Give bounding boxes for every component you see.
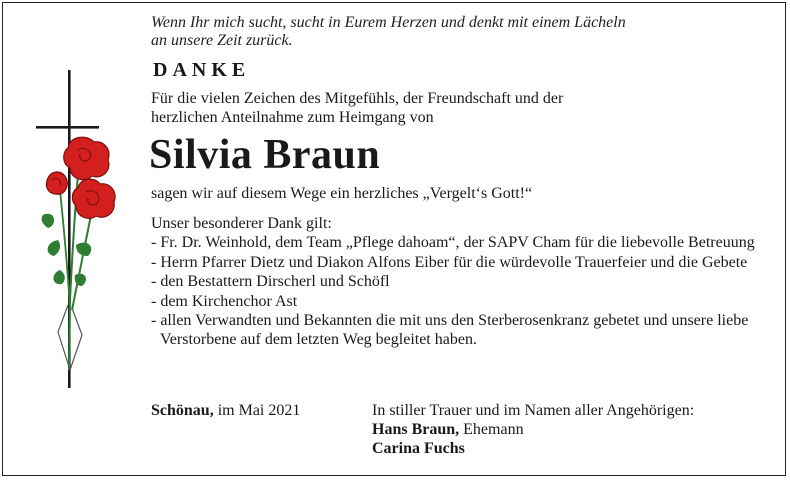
date: im Mai 2021 [217, 402, 301, 419]
thanks-line: sagen wir auf diesem Wege ein herzliches „Vergelt‘s Gott!“ [151, 185, 533, 202]
mourner-entry [372, 439, 694, 458]
heading-danke: DANKE [153, 59, 251, 81]
mourners-block [372, 401, 694, 458]
mourner-relation: Ehemann [463, 421, 524, 438]
cross-icon [36, 70, 99, 388]
mourner-name: Hans Braun, [372, 421, 460, 438]
special-thanks-list [151, 233, 771, 349]
list-item: - den Bestattern Dirscherl und Schöfl [151, 273, 390, 291]
place: Schönau, [151, 402, 214, 419]
motto-quote [151, 14, 751, 50]
cross-with-roses-illustration [30, 70, 135, 395]
intro-line: herzlichen Anteilnahme zum Heimgang von [151, 109, 434, 126]
intro-text [151, 89, 751, 127]
motto-line: Wenn Ihr mich sucht, sucht in Eurem Herzen und denkt mit einem Lächeln [151, 14, 626, 31]
intro-line: Für die vielen Zeichen des Mitgefühls, der Freundschaft und der [151, 90, 564, 107]
motto-line: an unsere Zeit zurück. [151, 32, 293, 49]
place-date [151, 401, 300, 420]
special-thanks-section [151, 214, 771, 350]
special-thanks-intro: Unser besonderer Dank gilt: [151, 215, 332, 232]
roses-icon [42, 137, 115, 370]
list-item: - dem Kirchenchor Ast [151, 292, 298, 310]
deceased-name: Silvia Braun [149, 132, 381, 178]
mourner-name: Carina Fuchs [372, 440, 465, 457]
list-item: - allen Verwandten und Bekannten die mit uns den Sterberosenkranz gebetet und unsere liebe Verstorbene auf dem letzten Weg begleitet haben. [151, 312, 749, 349]
mourner-entry [372, 420, 694, 439]
list-item: - Herrn Pfarrer Dietz und Diakon Alfons Eiber für die würdevolle Trauerfeier und die Gebete [151, 253, 748, 271]
list-item: - Fr. Dr. Weinhold, dem Team „Pflege dahoam“, der SAPV Cham für die liebevolle Betreuung [151, 234, 755, 252]
mourners-intro: In stiller Trauer und im Namen aller Angehörigen: [372, 402, 695, 419]
